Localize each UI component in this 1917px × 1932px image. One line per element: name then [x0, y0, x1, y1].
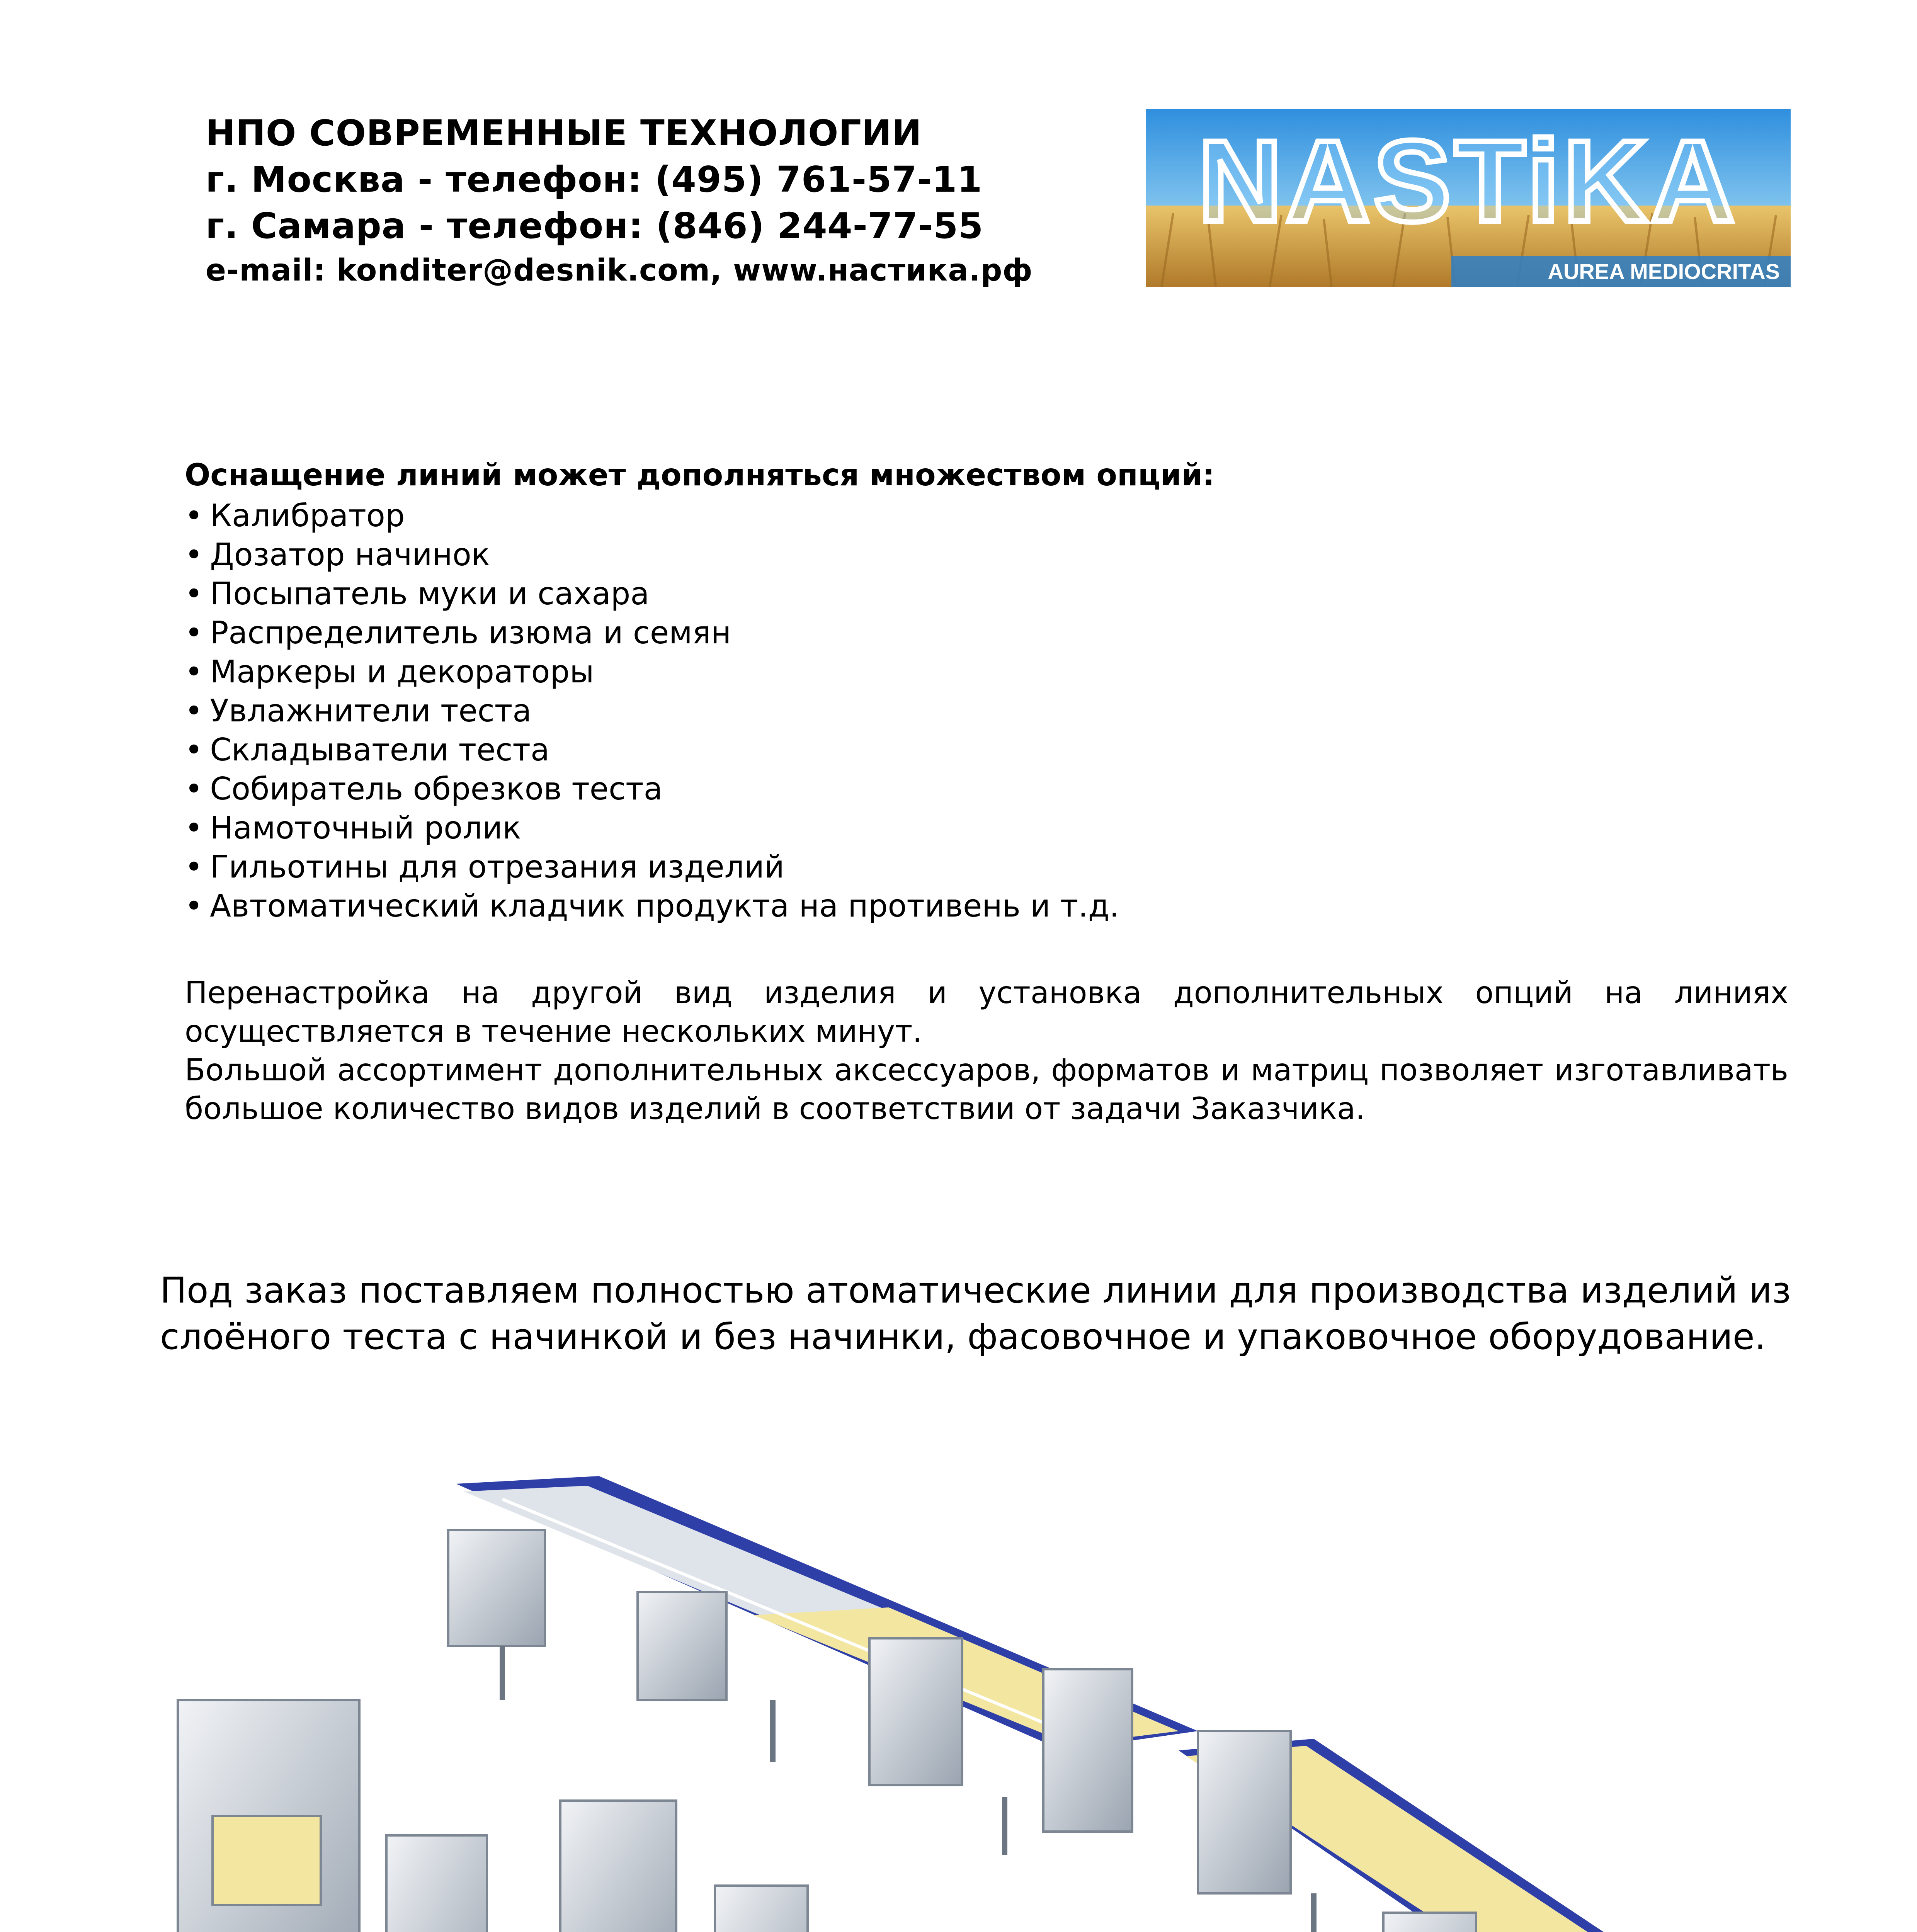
- bullet: •: [185, 537, 203, 573]
- list-item: [185, 691, 1788, 730]
- moscow-phone: г. Москва - телефон: (495) 761-57-11: [206, 159, 983, 200]
- list-item-text: Складыватели теста: [210, 732, 549, 768]
- list-item-text: Автоматический кладчик продукта на противень и т.д.: [210, 888, 1119, 924]
- bullet: •: [185, 888, 203, 924]
- samara-phone: г. Самара - телефон: (846) 244-77-55: [206, 205, 984, 247]
- list-item-text: Дозатор начинок: [210, 537, 490, 573]
- list-item-text: Собиратель обрезков теста: [210, 771, 663, 807]
- list-item-text: Калибратор: [210, 498, 405, 534]
- list-item-text: Посыпатель муки и сахара: [210, 576, 650, 612]
- bullet: •: [185, 693, 203, 729]
- production-line-image: [155, 1430, 1797, 1932]
- list-item: [185, 535, 1788, 574]
- bullet: •: [185, 771, 203, 807]
- contact-email-web: e-mail: konditer@desnik.com, www.настика.рф: [206, 253, 1033, 288]
- reconfiguration-text: Перенастройка на другой вид изделия и установка дополнительных опций на линиях осуществляется в течение нескольких минут.: [185, 976, 1788, 1049]
- list-item-text: Маркеры и декораторы: [210, 654, 594, 690]
- bullet: •: [185, 810, 203, 846]
- options-heading: Оснащение линий может дополняться множеством опций:: [185, 458, 1215, 493]
- options-section: [185, 456, 1788, 925]
- list-item: [185, 613, 1788, 652]
- list-item: [185, 769, 1788, 808]
- list-item-text: Увлажнители теста: [210, 693, 532, 729]
- bullet: •: [185, 615, 203, 651]
- company-name: НПО СОВРЕМЕННЫЕ ТЕХНОЛОГИИ: [206, 112, 922, 154]
- assortment-text: Большой ассортимент дополнительных аксессуаров, форматов и матриц позволяет изготавливать большое количество видов изделий в соответствии от задачи Заказчика.: [185, 1053, 1788, 1126]
- bullet: •: [185, 498, 203, 534]
- list-item: [185, 496, 1788, 535]
- logo-tagline: AUREA MEDIOCRITAS: [1548, 259, 1780, 284]
- bullet: •: [185, 849, 203, 885]
- list-item-text: Намоточный ролик: [210, 810, 521, 846]
- list-item: [185, 886, 1788, 925]
- list-item: [185, 730, 1788, 769]
- logo-wordmark: NASTiKA: [1198, 116, 1738, 246]
- description-paragraph: [185, 974, 1788, 1128]
- supply-intro: Под заказ поставляем полностью атоматические линии для производства изделий из слоёного теста с начинкой и без начинки, фасовочное и упаковочное оборудование.: [160, 1270, 1791, 1357]
- bullet: •: [185, 732, 203, 768]
- list-item: [185, 652, 1788, 691]
- company-header: [206, 110, 1094, 292]
- list-item: [185, 808, 1788, 847]
- list-item: [185, 847, 1788, 886]
- list-item: [185, 574, 1788, 613]
- list-item-text: Распределитель изюма и семян: [210, 615, 731, 651]
- bullet: •: [185, 654, 203, 690]
- list-item-text: Гильотины для отрезания изделий: [210, 849, 784, 885]
- bullet: •: [185, 576, 203, 612]
- nastika-logo: [1146, 109, 1791, 287]
